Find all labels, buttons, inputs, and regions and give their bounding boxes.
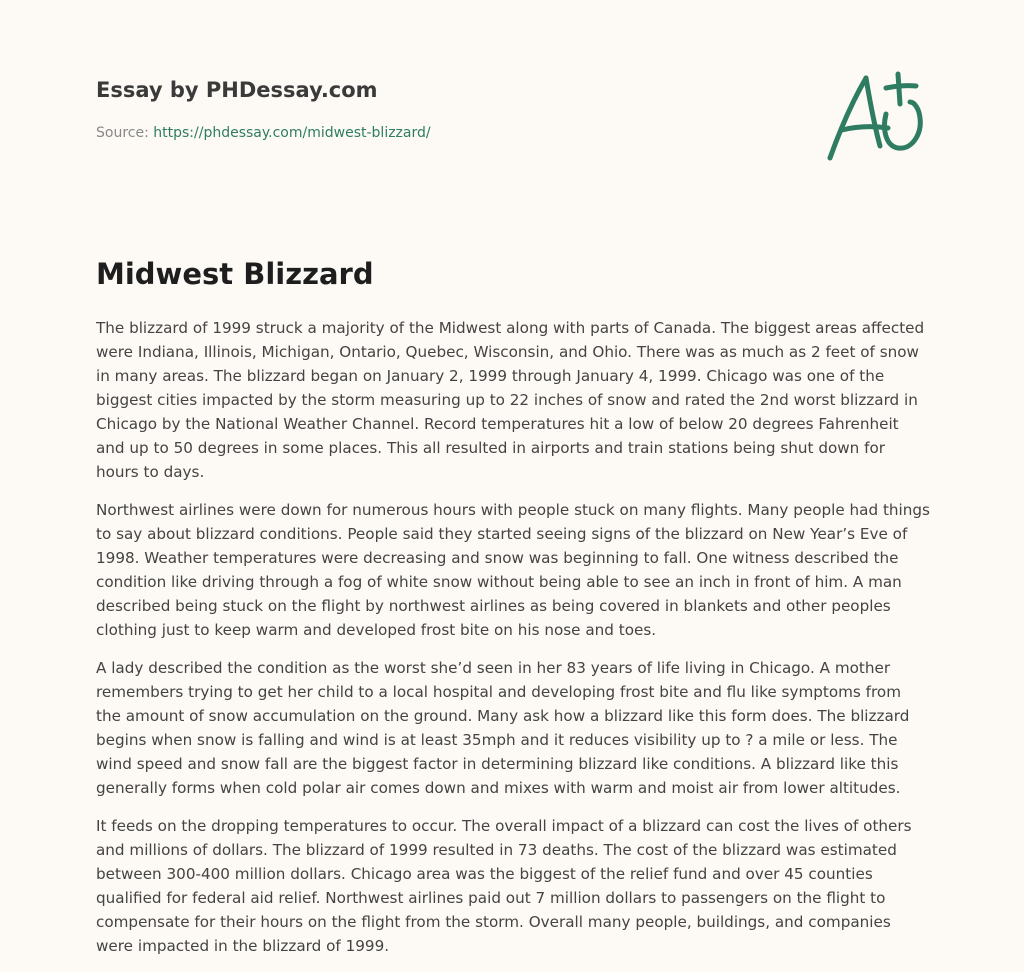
source-label: Source: bbox=[96, 125, 149, 141]
essay-paragraph: It feeds on the dropping temperatures to occur. The overall impact of a blizzard can cost the lives of others and millions of dollars. The blizzard of 1999 resulted in 73 deaths. The cost of the blizzard was estimated between 300-400 million dollars. Chicago area was the biggest of the relief fund and over 45 counties qualified for federal aid relief. Northwest airlines paid out 7 million dollars to passengers on the flight to compensate for their hours on the flight from the storm. Overall many people, buildings, and companies were impacted in the blizzard of 1999. bbox=[96, 817, 912, 955]
source-line bbox=[96, 124, 431, 142]
essay-paragraph: Northwest airlines were down for numerous hours with people stuck on many flights. Many people had things to say about blizzard conditions. People said they started seeing signs of the blizzard on New Year’s Eve of 1998. Weather temperatures were decreasing and snow was beginning to fall. One witness described the condition like driving through a fog of white snow without being able to see an inch in front of him. A man described being stuck on the flight by northwest airlines as being covered in blankets and other peoples clothing just to keep warm and developed frost bite on his nose and toes. bbox=[96, 501, 930, 639]
brand-name: Essay by PHDessay.com bbox=[96, 78, 378, 102]
essay-body bbox=[96, 316, 930, 972]
essay-title: Midwest Blizzard bbox=[96, 257, 374, 291]
site-header bbox=[96, 76, 378, 104]
source-link[interactable]: https://phdessay.com/midwest-blizzard/ bbox=[153, 125, 431, 141]
a-plus-logo-icon bbox=[822, 68, 930, 164]
essay-paragraph: The blizzard of 1999 struck a majority of the Midwest along with parts of Canada. The biggest areas affected were Indiana, Illinois, Michigan, Ontario, Quebec, Wisconsin, and Ohio. There was as much as 2 feet of snow in many areas. The blizzard began on January 2, 1999 through January 4, 1999. Chicago was one of the biggest cities impacted by the storm measuring up to 22 inches of snow and rated the 2nd worst blizzard in Chicago by the National Weather Channel. Record temperatures hit a low of below 20 degrees Fahrenheit and up to 50 degrees in some places. This all resulted in airports and train stations being shut down for hours to days. bbox=[96, 319, 925, 481]
essay-paragraph: A lady described the condition as the worst she’d seen in her 83 years of life living in Chicago. A mother remembers trying to get her child to a local hospital and developing frost bite and flu like symptoms from the amount of snow accumulation on the ground. Many ask how a blizzard like this form does. The blizzard begins when snow is falling and wind is at least 35mph and it reduces visibility up to ? a mile or less. The wind speed and snow fall are the biggest factor in determining blizzard like conditions. A blizzard like this generally forms when cold polar air comes down and mixes with warm and moist air from lower altitudes. bbox=[96, 659, 910, 797]
